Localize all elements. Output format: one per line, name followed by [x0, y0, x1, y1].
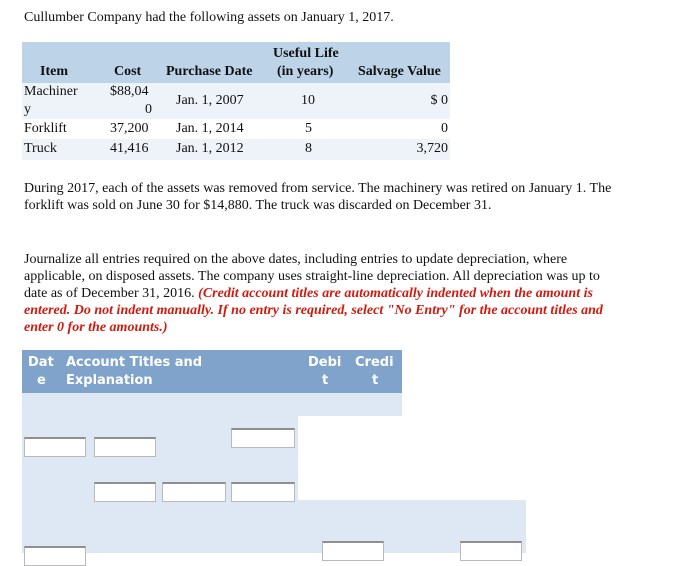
col-credit-label: Credi	[355, 355, 394, 370]
date-select[interactable]	[24, 546, 86, 566]
col-account-label: Account Titles and	[66, 355, 203, 370]
assets-table	[22, 42, 450, 160]
cell-cost: $88,04	[110, 84, 149, 99]
cell-life: 8	[305, 141, 312, 156]
table-row	[22, 119, 450, 139]
col-credit-label: t	[372, 373, 379, 388]
cell-date: Jan. 1, 2007	[176, 93, 244, 108]
cell-salvage: 0	[441, 121, 448, 136]
cell-cost: 37,200	[110, 121, 149, 136]
col-date-label: e	[37, 373, 46, 388]
debit-input[interactable]	[231, 428, 295, 448]
col-account-label: Explanation	[66, 373, 153, 388]
col-date-label: Dat	[28, 355, 54, 370]
assets-table-header	[22, 42, 450, 83]
cell-cost: 0	[145, 102, 152, 117]
journal-row	[22, 500, 526, 553]
cell-life: 5	[305, 121, 312, 136]
instructions-red-note: (Credit account titles are automatically indented when the amount is entered. Do not indent manually. If no entry is required, select "No Entry" for the account titles and enter 0 for the amounts.)	[24, 286, 603, 335]
header-useful-life: Useful Life	[273, 46, 339, 61]
journal-band	[22, 393, 402, 416]
header-purchase-date: Purchase Date	[166, 64, 253, 79]
col-debit-label: Debi	[308, 355, 342, 370]
cell-cost: 41,416	[110, 141, 149, 156]
cell-date: Jan. 1, 2012	[176, 141, 244, 156]
cell-salvage: $ 0	[430, 93, 448, 108]
header-in-years: (in years)	[277, 64, 334, 79]
cell-salvage: 3,720	[416, 141, 448, 156]
table-row	[22, 139, 450, 160]
date-select[interactable]	[24, 437, 86, 457]
paragraph-disposals: During 2017, each of the assets was removed from service. The machinery was retired on January 1. The forklift was sold on June 30 for $14,880. The truck was discarded on December 31.	[24, 181, 612, 213]
col-debit-label: t	[322, 373, 329, 388]
problem-intro: Cullumber Company had the following assets on January 1, 2017.	[24, 10, 394, 25]
cell-item: Truck	[24, 141, 57, 156]
account-title-input[interactable]	[94, 482, 156, 502]
cell-item: y	[24, 102, 31, 117]
cell-life: 10	[301, 93, 315, 108]
journal-header	[22, 350, 402, 393]
cell-date: Jan. 1, 2014	[176, 121, 244, 136]
paragraph-instructions	[24, 251, 624, 336]
cell-item: Forklift	[24, 121, 67, 136]
header-item: Item	[40, 64, 68, 79]
cell-item: Machiner	[24, 84, 78, 99]
account-title-input[interactable]	[94, 437, 156, 457]
header-cost: Cost	[114, 64, 142, 79]
debit-input[interactable]	[322, 541, 384, 561]
credit-input[interactable]	[231, 482, 295, 502]
header-salvage-value: Salvage Value	[358, 64, 441, 79]
instructions-text: Journalize all entries required on the above dates, including entries to update depreciation, where applicable, on disposed assets. The company uses straight-line depreciation. All depreciation was up to date as of December 31, 2016.	[24, 252, 600, 301]
credit-input[interactable]	[460, 541, 522, 561]
debit-input[interactable]	[162, 482, 226, 502]
table-row	[22, 83, 450, 119]
